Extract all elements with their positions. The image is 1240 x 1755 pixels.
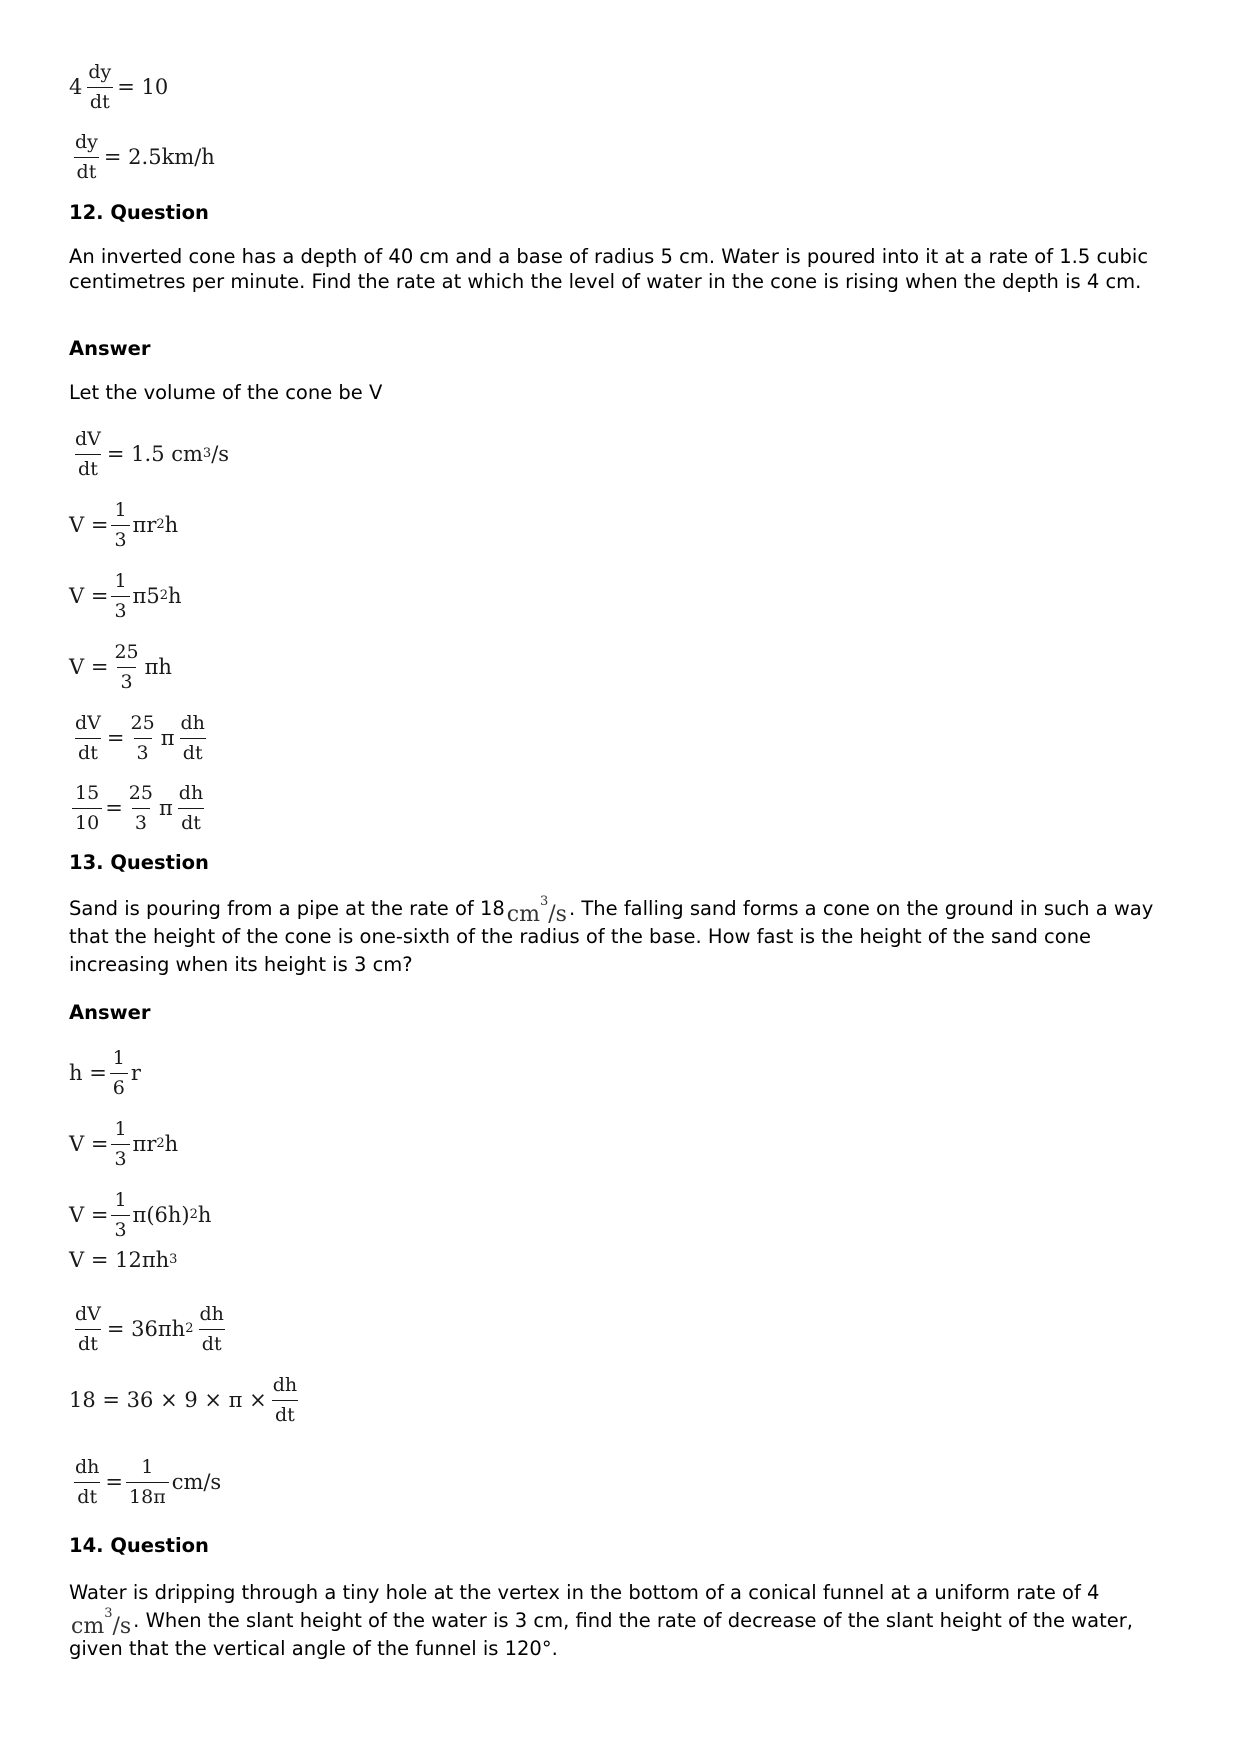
- fraction: $\frac{25}{3}$: [114, 640, 139, 693]
- rhs: πr: [132, 513, 157, 537]
- q12-equation-3: V = $\frac{1}{3}$ π5 2 h: [69, 569, 182, 622]
- unit-cm3-per-s: $cm^3/s$: [506, 894, 567, 927]
- question-12-intro: Let the volume of the cone be V: [69, 381, 383, 404]
- pi: π: [160, 726, 175, 750]
- fraction: $\frac{25}{3}$: [128, 781, 153, 834]
- fraction: $\frac{1}{3}$: [111, 572, 129, 621]
- rhs: π5: [132, 584, 160, 608]
- q13-equation-5: $\frac{dV}{dt}$ = 36πh 2 $\frac{dh}{dt}$: [69, 1298, 230, 1360]
- rhs: = 10: [117, 75, 169, 99]
- rhs: = 36πh: [106, 1317, 186, 1341]
- text-part: Sand is pouring from a pipe at the rate of 18: [69, 897, 505, 920]
- lhs: V =: [69, 655, 109, 679]
- lhs: V =: [69, 584, 109, 608]
- question-13-title: 13. Question: [69, 851, 209, 874]
- pi: π: [158, 796, 173, 820]
- lhs: V =: [69, 1203, 109, 1227]
- question-12-answer-label: Answer: [69, 337, 151, 360]
- q12-equation-6: [69, 777, 209, 839]
- lhs: V =: [69, 1132, 109, 1156]
- text-part: . The falling sand forms a cone on the ground in such a way that the height of the cone is one-sixth of the radius of the base. How fast is the height of the sand cone increasing when its height is 3 cm?: [69, 897, 1154, 976]
- fraction: $\frac{dV}{dt}$: [75, 427, 101, 480]
- equals: =: [105, 796, 123, 820]
- lhs: h =: [69, 1061, 107, 1085]
- question-14-text: [69, 1579, 1179, 1663]
- fraction: $\frac{1}{6}$: [110, 1049, 128, 1098]
- fraction: $\frac{dy}{dt}$: [75, 130, 98, 183]
- fraction: $\frac{dh}{dt}$: [178, 781, 204, 834]
- q12-equation-4: [69, 636, 172, 698]
- rhs: πr: [132, 1132, 157, 1156]
- unit-cm3-per-s: $cm^3/s$: [71, 1606, 132, 1639]
- fraction: $\frac{1}{3}$: [111, 1120, 129, 1169]
- expression: V = 12πh: [69, 1248, 170, 1272]
- q12-equation-1: $\frac{dV}{dt}$ = 1.5 cm 3 /s: [69, 423, 229, 485]
- text-part: Water is dripping through a tiny hole at the vertex in the bottom of a conical funnel at a uniform rate of 4: [69, 1581, 1100, 1604]
- q13-equation-7: [69, 1447, 221, 1517]
- q13-equation-6: [69, 1369, 303, 1431]
- question-12-title: 12. Question: [69, 201, 209, 224]
- rhs: πh: [144, 655, 172, 679]
- equals: =: [105, 1470, 124, 1494]
- equals: =: [106, 726, 125, 750]
- q13-equation-4: V = 12πh 3: [69, 1248, 178, 1272]
- fraction: $\frac{1}{18\pi}$: [126, 1458, 169, 1507]
- question-13-text: [69, 895, 1179, 979]
- q13-equation-3: V = $\frac{1}{3}$ π(6h) 2 h: [69, 1188, 212, 1241]
- fraction: $\frac{dh}{dt}$: [180, 711, 205, 764]
- q13-equation-2: V = $\frac{1}{3}$ πr 2 h: [69, 1117, 179, 1170]
- fraction: $\frac{1}{3}$: [111, 1191, 129, 1240]
- coef: 4: [69, 75, 83, 99]
- text-part: . When the slant height of the water is 3 cm, find the rate of decrease of the slant height of the water, given that the vertical angle of the funnel is 120°.: [69, 1609, 1133, 1660]
- question-13-answer-label: Answer: [69, 1001, 151, 1024]
- rhs: π(6h): [132, 1203, 190, 1227]
- fraction: $\frac{dh}{dt}$: [199, 1302, 224, 1355]
- fraction: $\frac{25}{3}$: [130, 711, 155, 764]
- lhs: V =: [69, 513, 109, 537]
- unit: cm/s: [171, 1470, 222, 1494]
- equation-dy-dt-result: [69, 126, 215, 188]
- rhs: r: [130, 1061, 141, 1085]
- tail: h: [197, 1203, 212, 1227]
- rhs: = 1.5 cm: [106, 442, 203, 466]
- lhs: 18 = 36 × 9 × π ×: [69, 1388, 267, 1412]
- fraction: $\frac{dh}{dt}$: [272, 1373, 298, 1426]
- unit: /s: [211, 442, 230, 466]
- question-12-text: An inverted cone has a depth of 40 cm and a base of radius 5 cm. Water is poured into it at a rate of 1.5 cubic centimetres per minute. Find the rate at which the level of water in the cone is rising when the depth is 4 cm.: [69, 245, 1149, 293]
- fraction: $\frac{1}{3}$: [111, 501, 129, 550]
- fraction: $\frac{15}{10}$: [72, 784, 102, 833]
- fraction: $\frac{dh}{dt}$: [75, 1455, 100, 1508]
- tail: h: [167, 584, 182, 608]
- fraction: $\frac{dV}{dt}$: [75, 1302, 101, 1355]
- fraction: $\frac{dy}{dt}$: [88, 60, 112, 113]
- equation-4dy-dt: [69, 56, 168, 118]
- rhs: = 2.5km/h: [103, 145, 215, 169]
- question-14-title: 14. Question: [69, 1534, 209, 1557]
- q12-equation-5: [69, 707, 211, 769]
- tail: h: [164, 1132, 179, 1156]
- tail: h: [164, 513, 179, 537]
- fraction: $\frac{dV}{dt}$: [75, 711, 101, 764]
- q12-equation-2: V = $\frac{1}{3}$ πr 2 h: [69, 498, 179, 551]
- q13-equation-1: [69, 1042, 141, 1104]
